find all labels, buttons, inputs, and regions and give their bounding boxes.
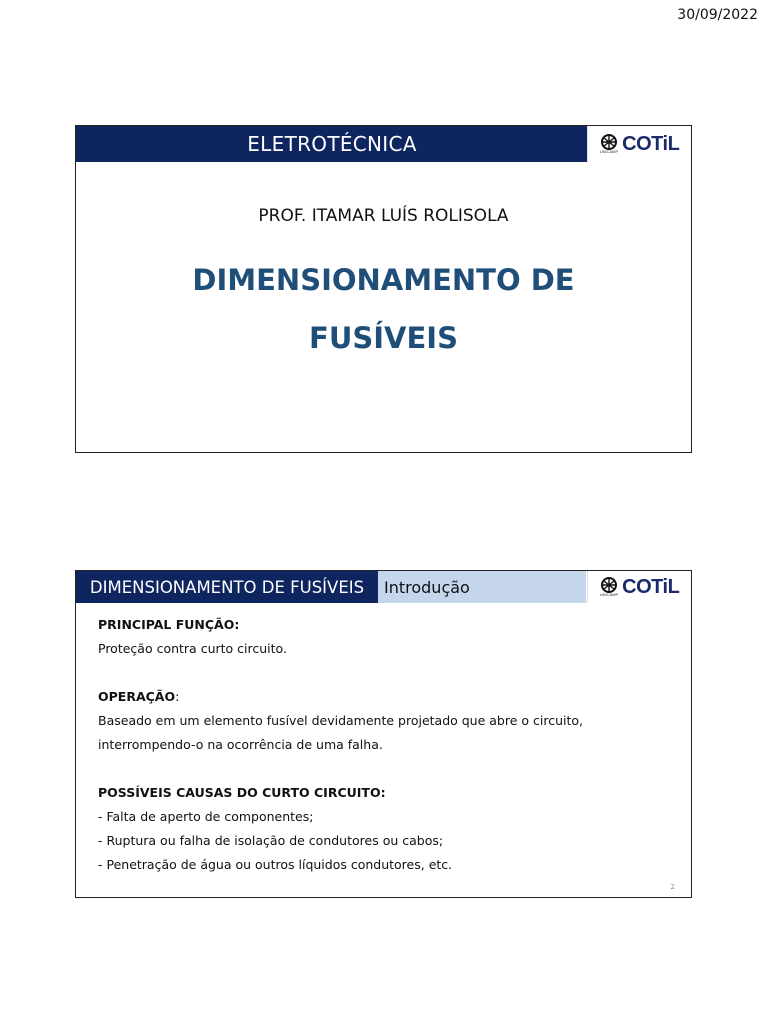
heading-operacao-colon: : xyxy=(175,689,180,704)
logo-text: COTiL xyxy=(622,132,680,155)
section-tab: Introdução xyxy=(378,571,586,603)
heading-operacao-line xyxy=(98,685,671,709)
logo-text: COTiL xyxy=(622,575,680,598)
list-item: - Ruptura ou falha de isolação de condutores ou cabos; xyxy=(98,833,444,848)
cotil-logo xyxy=(587,571,691,603)
heading-operacao: OPERAÇÃO xyxy=(98,689,176,704)
list-item: - Penetração de água ou outros líquidos condutores, etc. xyxy=(98,857,453,872)
slide-title xyxy=(76,251,691,367)
intro-slide xyxy=(75,570,692,898)
professor-name: PROF. ITAMAR LUÍS ROLISOLA xyxy=(258,206,509,226)
heading-causas: POSSÍVEIS CAUSAS DO CURTO CIRCUITO: xyxy=(98,785,386,800)
list-item: - Falta de aperto de componentes; xyxy=(98,809,314,824)
cotil-logo xyxy=(587,126,691,162)
unicamp-emblem-icon xyxy=(600,134,618,154)
slide-page-number: 2 xyxy=(670,883,675,891)
slide-banner: DIMENSIONAMENTO DE FUSÍVEIS xyxy=(76,571,378,603)
page-date: 30/09/2022 xyxy=(677,7,758,23)
text-operacao-1: Baseado em um elemento fusível devidamente projetado que abre o circuito, xyxy=(98,713,584,728)
text-operacao-2: interrompendo-o na ocorrência de uma falha. xyxy=(98,737,383,752)
text-principal-funcao: Proteção contra curto circuito. xyxy=(98,641,287,656)
logo-subtext: UNICAMP xyxy=(599,592,619,597)
title-line-2: FUSÍVEIS xyxy=(309,321,458,355)
heading-principal-funcao: PRINCIPAL FUNÇÃO: xyxy=(98,617,240,632)
slide-content xyxy=(98,613,671,877)
slide-banner: ELETROTÉCNICA xyxy=(76,126,588,162)
unicamp-emblem-icon xyxy=(600,577,618,597)
title-line-1: DIMENSIONAMENTO DE xyxy=(192,263,575,297)
title-slide xyxy=(75,125,692,453)
logo-subtext: UNICAMP xyxy=(599,149,619,154)
